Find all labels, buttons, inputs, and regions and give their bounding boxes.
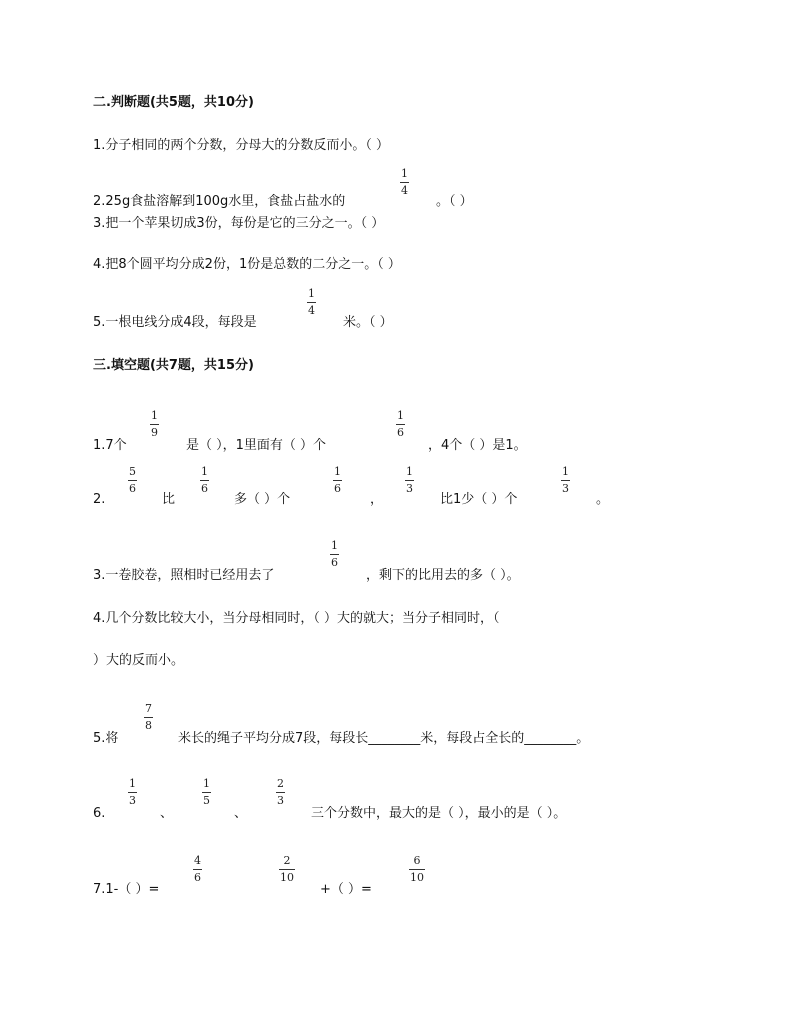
judgment-question-2-text: 2.25g食盐溶解到100g水里，食盐占盐水的 bbox=[93, 194, 346, 209]
fraction-s3q2a: 5 6 bbox=[129, 465, 136, 495]
fill-question-7-start: 7.1-（ ）= bbox=[93, 882, 160, 897]
fraction-s3q2b: 1 6 bbox=[201, 465, 208, 495]
judgment-question-4: 4.把8个圆平均分成2份，1份是总数的二分之一。（ ） bbox=[93, 257, 401, 272]
fill-question-3-text: 3.一卷胶卷，照相时已经用去了 bbox=[93, 568, 275, 583]
fraction-s3q7b: 2 10 bbox=[280, 854, 294, 884]
section-title-fill-blank: 三.填空题(共7题，共15分) bbox=[93, 358, 254, 373]
fraction-s2q2: 1 4 bbox=[401, 167, 408, 197]
section-title-judgment: 二.判断题(共5题，共10分) bbox=[93, 95, 254, 110]
fill-question-6-sep-1: 、 bbox=[160, 806, 174, 821]
judgment-question-3: 3.把一个苹果切成3份，每份是它的三分之一。（ ） bbox=[93, 216, 385, 231]
fill-question-2-end: 。 bbox=[596, 492, 610, 507]
fraction-s3q2c: 1 6 bbox=[334, 465, 341, 495]
fill-question-4-line-2: ）大的反而小。 bbox=[93, 653, 185, 668]
fraction-s3q1b: 1 6 bbox=[397, 409, 404, 439]
fill-question-2-less: 比1少（ ）个 bbox=[440, 492, 518, 507]
fraction-s3q5: 7 8 bbox=[145, 702, 152, 732]
fraction-s3q6a: 1 3 bbox=[129, 777, 136, 807]
fraction-s3q2e: 1 3 bbox=[562, 465, 569, 495]
fill-question-5-tail: 米长的绳子平均分成7段，每段长________米，每段占全长的________。 bbox=[178, 731, 590, 746]
fraction-s2q5: 1 4 bbox=[308, 287, 315, 317]
fraction-s3q7a: 4 6 bbox=[194, 854, 201, 884]
fraction-s3q1a: 1 9 bbox=[151, 409, 158, 439]
fill-question-1-start: 1.7个 bbox=[93, 438, 127, 453]
judgment-question-5-text: 5.一根电线分成4段，每段是 bbox=[93, 315, 257, 330]
fill-question-6-tail: 三个分数中，最大的是（ ），最小的是（ ）。 bbox=[311, 806, 567, 821]
fill-question-5-start: 5.将 bbox=[93, 731, 119, 746]
fraction-s3q3: 1 6 bbox=[331, 539, 338, 569]
fill-question-3-tail: ，剩下的比用去的多（ ）。 bbox=[366, 568, 520, 583]
fill-question-6-sep-2: 、 bbox=[234, 806, 248, 821]
fill-question-7-middle: +（ ）= bbox=[320, 882, 372, 897]
fill-question-1-middle: 是（ ），1里面有（ ）个 bbox=[186, 438, 327, 453]
fill-question-6-number: 6. bbox=[93, 806, 106, 821]
judgment-question-2-tail: 。（ ） bbox=[436, 194, 473, 209]
fraction-s3q2d: 1 3 bbox=[406, 465, 413, 495]
judgment-question-5-tail: 米。（ ） bbox=[343, 315, 393, 330]
fraction-s3q6b: 1 5 bbox=[203, 777, 210, 807]
fill-question-1-end: ，4个（ ）是1。 bbox=[428, 438, 527, 453]
fraction-s3q7c: 6 10 bbox=[410, 854, 424, 884]
judgment-question-1: 1.分子相同的两个分数，分母大的分数反而小。（ ） bbox=[93, 138, 390, 153]
fill-question-2-comma: ， bbox=[370, 492, 384, 507]
fill-question-4-line-1: 4.几个分数比较大小，当分母相同时，（ ）大的就大；当分子相同时，（ bbox=[93, 611, 500, 626]
fill-question-2-number: 2. bbox=[93, 492, 106, 507]
fill-question-2-more: 多（ ）个 bbox=[234, 492, 291, 507]
fill-question-2-bi: 比 bbox=[162, 492, 176, 507]
fraction-s3q6c: 2 3 bbox=[277, 777, 284, 807]
